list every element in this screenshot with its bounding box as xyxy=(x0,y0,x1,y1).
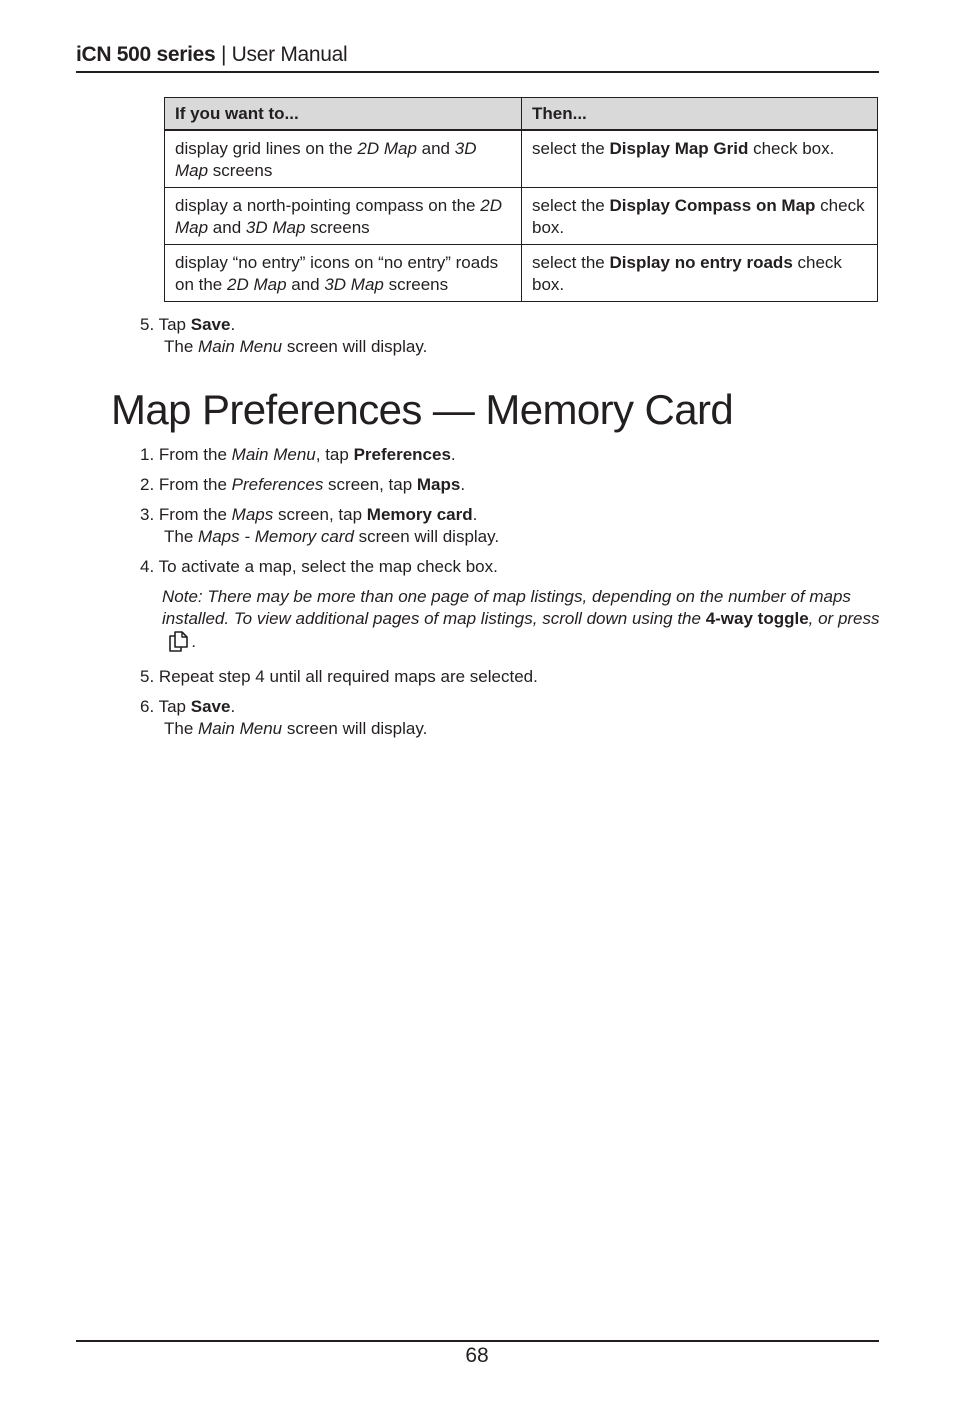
table-cell-want: display a north-pointing compass on the 2D Map and 3D Map screens xyxy=(165,188,522,245)
page-header xyxy=(76,40,879,70)
step-1: 1. From the Main Menu, tap Preferences. xyxy=(140,445,456,464)
step-4: 4. To activate a map, select the map check box. xyxy=(140,557,498,576)
table-cell-want: display grid lines on the 2D Map and 3D Map screens xyxy=(165,130,522,188)
table-cell-then: select the Display Map Grid check box. xyxy=(522,130,878,188)
step-2: 2. From the Preferences screen, tap Maps. xyxy=(140,475,466,494)
page-number: 68 xyxy=(465,1344,489,1367)
table-row xyxy=(165,188,878,245)
section-title: Map Preferences — Memory Card xyxy=(111,386,734,433)
table-cell-then: select the Display no entry roads check box. xyxy=(522,245,878,302)
product-name: iCN 500 series xyxy=(76,43,216,66)
note-toggle-term: 4-way toggle xyxy=(705,609,809,628)
step-3-result: The Maps - Memory card screen will display. xyxy=(164,527,500,546)
map-display-options-table xyxy=(164,97,878,302)
header-rule xyxy=(76,71,879,73)
table-row xyxy=(165,245,878,302)
step-6-result: The Main Menu screen will display. xyxy=(164,719,428,738)
prior-step-save xyxy=(140,314,427,358)
prior-step-line: 5. Tap Save. xyxy=(140,315,236,334)
note: Note: There may be more than one page of map listings, depending on the number of maps installed. To view additional pages of map listings, scroll down using the 4-way toggle, or press. xyxy=(140,586,885,658)
step-6: 6. Tap Save. The Main Menu screen will display. xyxy=(140,696,885,740)
pages-icon xyxy=(166,630,192,658)
prior-step-result: The Main Menu screen will display. xyxy=(164,337,428,356)
procedure-steps xyxy=(140,444,885,748)
header-separator: | xyxy=(220,43,227,66)
step-3: 3. From the Maps screen, tap Memory card. The Maps - Memory card screen will display. xyxy=(140,504,885,548)
table-cell-then: select the Display Compass on Map check box. xyxy=(522,188,878,245)
table-header-row xyxy=(165,98,878,131)
column-header-then: Then... xyxy=(522,98,878,131)
column-header-want: If you want to... xyxy=(165,98,522,131)
document-name: User Manual xyxy=(231,43,348,66)
step-5: 5. Repeat step 4 until all required maps are selected. xyxy=(140,667,538,686)
table-cell-want: display “no entry” icons on “no entry” roads on the 2D Map and 3D Map screens xyxy=(165,245,522,302)
table-row xyxy=(165,130,878,188)
